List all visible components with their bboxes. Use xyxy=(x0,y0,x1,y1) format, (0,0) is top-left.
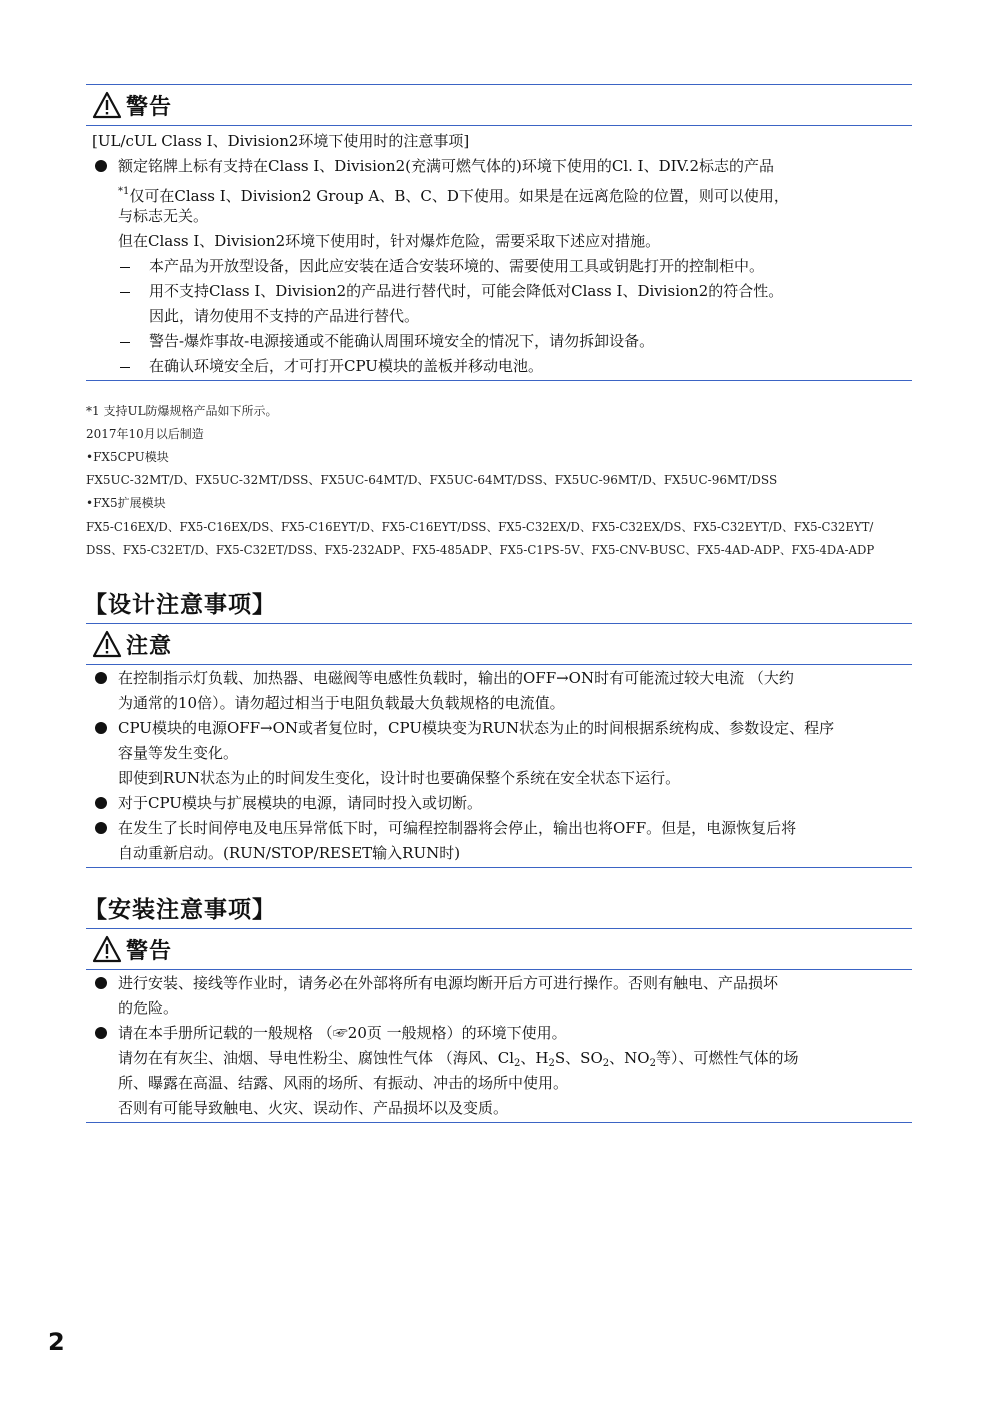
warning-bullet-text: 仅可在Class Ⅰ、Division2 Group A、B、C、D下使用。如果是在远离危险的位置，则可以使用， xyxy=(129,187,789,205)
footnote-line: DSS、FX5-C32ET/D、FX5-C32ET/DSS、FX5-232ADP、FX5-485ADP、FX5-C1PS-5V、FX5-CNV-BUSC、FX5-4AD-ADP、FX5-4DA-ADP xyxy=(86,543,875,557)
subscript: 2 xyxy=(514,1058,521,1069)
install-bullet-line: 进行安装、接线等作业时，请务必在外部将所有电源均断开后方可进行操作。否则有触电、产品损坏 xyxy=(118,974,779,992)
footnote-line: •FX5CPU模块 xyxy=(86,450,169,464)
caution-header-rule xyxy=(86,664,912,665)
warning-bullet-line xyxy=(118,179,789,204)
design-bullet-line: 自动重新启动。(RUN/STOP/RESET输入RUN时) xyxy=(118,844,461,862)
design-bullet-line: 在发生了长时间停电及电压异常低下时，可编程控制器将会停止，输出也将OFF。但是，电源恢复后将 xyxy=(118,819,797,837)
subscript: 2 xyxy=(602,1058,610,1069)
install-bullet-line: 所、曝露在高温、结露、风雨的场所、有振动、冲击的场所中使用。 xyxy=(118,1074,569,1092)
warning-bullet-line: 与标志无关。 xyxy=(118,207,209,225)
bullet-dot xyxy=(95,160,107,172)
bullet-dot xyxy=(95,822,107,834)
design-section-title: 【设计注意事项】 xyxy=(84,592,276,618)
dash-marker xyxy=(120,292,130,293)
install-bullet-line: 的危险。 xyxy=(118,999,179,1017)
install-bullet-line: 否则有可能导致触电、火灾、误动作、产品损坏以及变质。 xyxy=(118,1099,509,1117)
bullet-dot xyxy=(95,977,107,989)
caution-title: 注意 xyxy=(126,633,173,659)
warning-top-rule xyxy=(86,84,912,85)
install-warning-top-rule xyxy=(86,928,912,929)
warning-dash-item: 警告-爆炸事故-电源接通或不能确认周围环境安全的情况下，请勿拆卸设备。 xyxy=(149,332,655,350)
warning-triangle-icon xyxy=(92,935,122,963)
dash-marker xyxy=(120,367,130,368)
install-warning-header-rule xyxy=(86,969,912,970)
bullet-dot xyxy=(95,797,107,809)
caution-triangle-icon xyxy=(92,630,122,658)
warning-dash-item: 用不支持Class Ⅰ、Division2的产品进行替代时，可能会降低对Class Ⅰ、Division2的符合性。 xyxy=(149,282,784,300)
design-bullet-line: 容量等发生变化。 xyxy=(118,744,239,762)
warning-dash-item: 本产品为开放型设备，因此应安装在适合安装环境的、需要使用工具或钥匙打开的控制柜中。 xyxy=(149,257,765,275)
caution-top-rule xyxy=(86,623,912,624)
footnote-line: FX5UC-32MT/D、FX5UC-32MT/DSS、FX5UC-64MT/D、FX5UC-64MT/DSS、FX5UC-96MT/D、FX5UC-96MT/DSS xyxy=(86,473,778,487)
install-text: 、H xyxy=(520,1049,549,1067)
install-text: 、NO xyxy=(609,1049,650,1067)
install-bullet-line: 请在本手册所记载的一般规格 （☞20页 一般规格）的环境下使用。 xyxy=(118,1024,567,1042)
install-text: 请勿在有灰尘、油烟、导电性粉尘、腐蚀性气体 （海风、Cl xyxy=(118,1049,515,1067)
subscript: 2 xyxy=(548,1058,555,1069)
design-bullet-line: 为通常的10倍）。请勿超过相当于电阻负载最大负载规格的电流值。 xyxy=(118,694,565,712)
footnote-line: 2017年10月以后制造 xyxy=(86,427,204,441)
design-bullet-line: 即使到RUN状态为止的时间发生变化，设计时也要确保整个系统在安全状态下运行。 xyxy=(118,769,681,787)
bullet-dot xyxy=(95,1027,107,1039)
warning-bullet-line: 额定铭牌上标有支持在Class Ⅰ、Division2(充满可燃气体的)环境下使用的Cl. Ⅰ、DIV.2标志的产品 xyxy=(118,157,775,175)
footnote-line: *1 支持UL防爆规格产品如下所示。 xyxy=(86,404,278,418)
footnote-ref: *1 xyxy=(118,186,130,197)
page-number: 2 xyxy=(48,1328,65,1356)
footnote-line: •FX5扩展模块 xyxy=(86,496,166,510)
design-bullet-line: 在控制指示灯负载、加热器、电磁阀等电感性负载时，输出的OFF→ON时有可能流过较大电流 （大约 xyxy=(118,669,794,687)
warning-title: 警告 xyxy=(126,94,173,120)
install-warning-header xyxy=(92,932,172,966)
warning-subtitle: [UL/cUL Class Ⅰ、Division2环境下使用时的注意事项] xyxy=(92,132,470,150)
warning-header xyxy=(92,88,172,122)
warning-dash-item: 因此，请勿使用不支持的产品进行替代。 xyxy=(149,307,420,325)
warning-dash-item: 在确认环境安全后，才可打开CPU模块的盖板并移动电池。 xyxy=(149,357,543,375)
warning-header-rule xyxy=(86,125,912,126)
design-bullet-line: CPU模块的电源OFF→ON或者复位时，CPU模块变为RUN状态为止的时间根据系统构成、参数设定、程序 xyxy=(118,719,835,737)
warning-bottom-rule xyxy=(86,380,912,381)
dash-marker xyxy=(120,342,130,343)
footnote-line: FX5-C16EX/D、FX5-C16EX/DS、FX5-C16EYT/D、FX5-C16EYT/DSS、FX5-C32EX/D、FX5-C32EX/DS、FX5-C32EYT/D、FX5-C32EYT/ xyxy=(86,520,874,534)
bullet-dot xyxy=(95,672,107,684)
install-section-title: 【安装注意事项】 xyxy=(84,897,276,923)
caution-header xyxy=(92,627,172,661)
install-text: S、SO xyxy=(554,1049,603,1067)
install-warning-title: 警告 xyxy=(126,938,173,964)
install-text: 等）、可燃性气体的场 xyxy=(655,1049,799,1067)
install-bullet-line xyxy=(118,1046,798,1071)
warning-bullet-line: 但在Class Ⅰ、Division2环境下使用时，针对爆炸危险，需要采取下述应对措施。 xyxy=(118,232,661,250)
design-bullet-line: 对于CPU模块与扩展模块的电源，请同时投入或切断。 xyxy=(118,794,482,812)
install-warning-bottom-rule xyxy=(86,1122,912,1123)
subscript: 2 xyxy=(649,1058,656,1069)
caution-bottom-rule xyxy=(86,867,912,868)
bullet-dot xyxy=(95,722,107,734)
dash-marker xyxy=(120,267,130,268)
warning-triangle-icon xyxy=(92,91,122,119)
